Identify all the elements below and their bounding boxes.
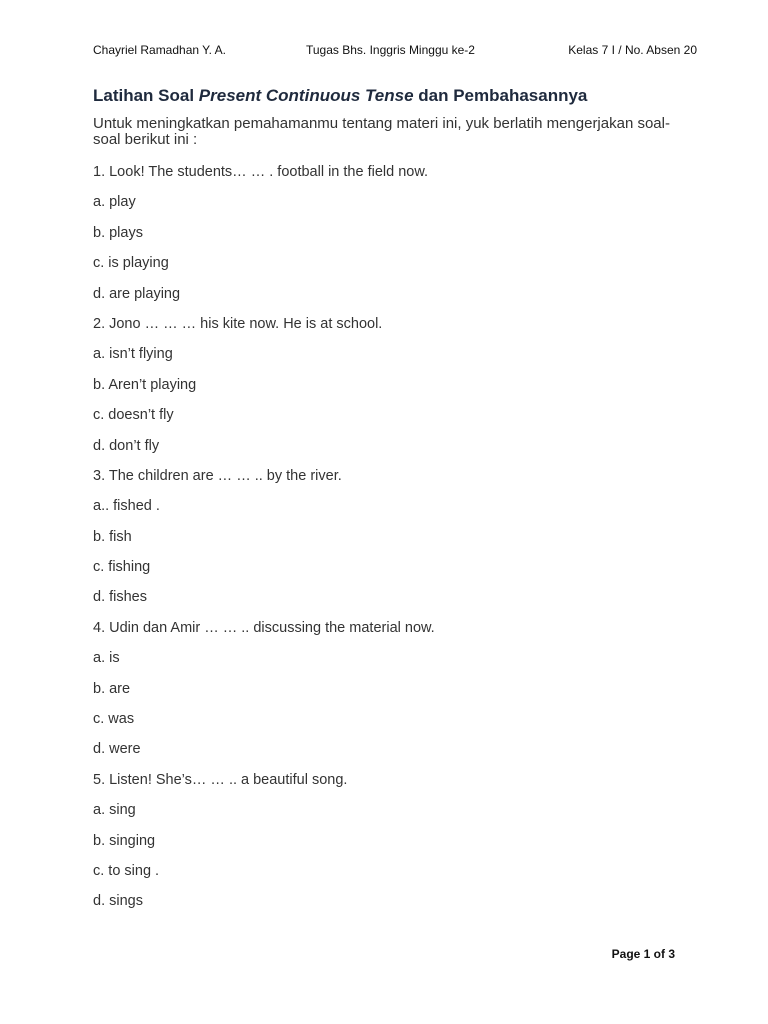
option-5a: a. sing [93,802,136,819]
option-2a: a. isn’t flying [93,346,173,363]
option-1a: a. play [93,194,136,211]
question-2: 2. Jono … … … his kite now. He is at school. [93,315,383,332]
page-header [93,43,697,61]
title-part-3: dan Pembahasannya [413,86,588,105]
question-4: 4. Udin dan Amir … … .. discussing the material now. [93,619,435,636]
option-2c: c. doesn’t fly [93,407,174,424]
question-5: 5. Listen! She’s… … .. a beautiful song. [93,771,348,788]
title-part-1: Latihan Soal [93,86,199,105]
student-name: Chayriel Ramadhan Y. A. [93,43,226,57]
page-number: Page 1 of 3 [611,947,675,961]
question-1: 1. Look! The students… … . football in the field now. [93,164,429,180]
task-title: Tugas Bhs. Inggris Minggu ke-2 [306,43,475,57]
option-4a: a. is [93,650,120,667]
option-4b: b. are [93,680,131,697]
document-title [93,86,587,106]
option-3a: a.. fished . [93,498,160,515]
option-4c: c. was [93,711,135,728]
option-5d: d. sings [93,893,143,910]
class-info: Kelas 7 I / No. Absen 20 [568,43,697,57]
option-3d: d. fishes [93,589,147,606]
option-1c: c. is playing [93,255,169,272]
option-1d: d. are playing [93,285,181,302]
title-part-2: Present Continuous Tense [198,86,414,105]
question-list [93,162,693,922]
option-5b: b. singing [93,832,156,849]
option-5c: c. to sing . [93,862,160,879]
option-3b: b. fish [93,528,132,545]
option-1b: b. plays [93,224,143,241]
option-2b: b. Aren’t playing [93,376,197,393]
option-3c: c. fishing [93,559,151,576]
option-4d: d. were [93,741,141,758]
question-3: 3. The children are … … .. by the river. [93,467,342,484]
intro-paragraph: Untuk meningkatkan pemahamanmu tentang materi ini, yuk berlatih mengerjakan soal-soal berikut ini : [93,115,670,148]
option-2d: d. don’t fly [93,437,160,454]
